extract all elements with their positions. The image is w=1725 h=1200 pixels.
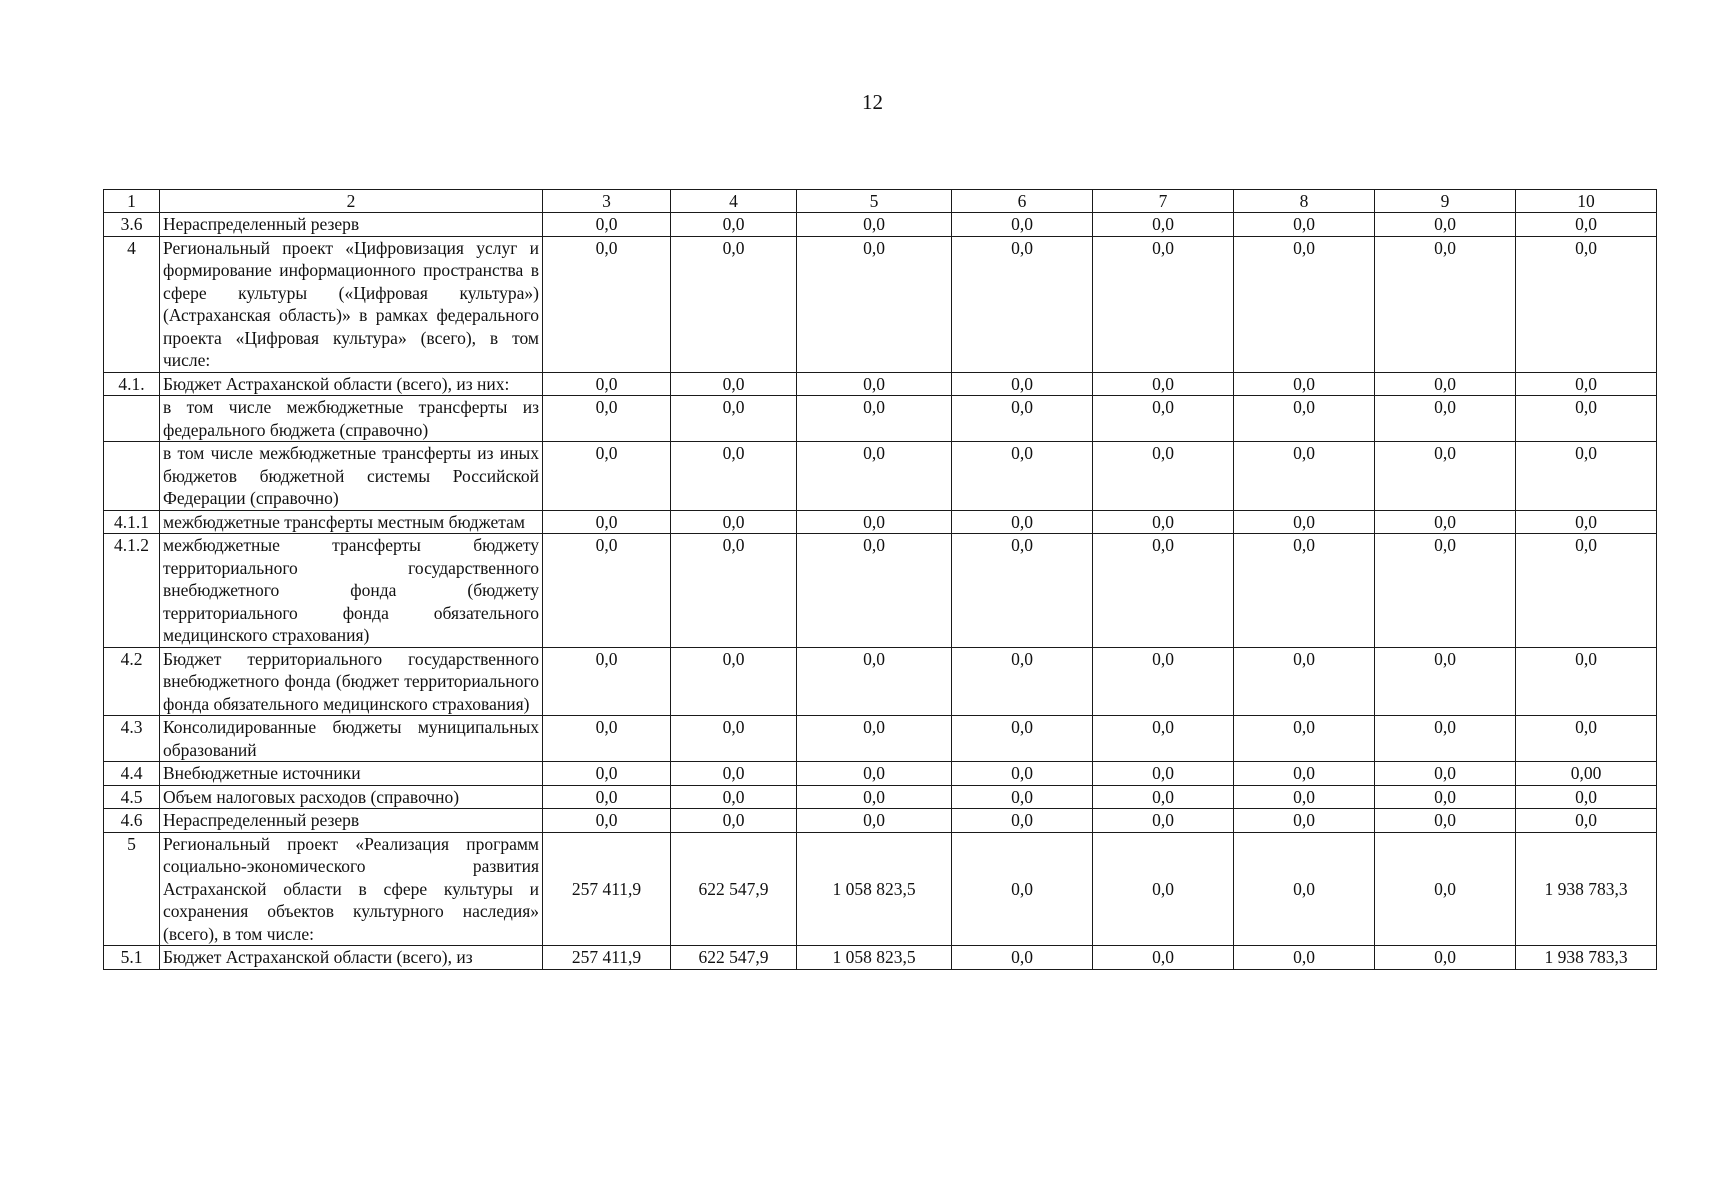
value-cell: 0,0 <box>543 510 671 534</box>
value-cell: 622 547,9 <box>671 946 797 970</box>
column-number-row <box>104 190 1657 213</box>
column-header: 4 <box>671 190 797 213</box>
value-cell: 0,0 <box>797 396 952 442</box>
value-cell: 0,0 <box>1516 236 1657 372</box>
row-description: Бюджет территориального государственного внебюджетного фонда (бюджет территориального фонда обязательного медицинского страхования) <box>160 647 543 716</box>
value-cell: 0,0 <box>543 534 671 648</box>
value-cell: 0,0 <box>1093 716 1234 762</box>
value-cell: 0,0 <box>952 785 1093 809</box>
value-cell: 0,0 <box>543 442 671 511</box>
value-cell: 0,0 <box>797 716 952 762</box>
row-number: 4.2 <box>104 647 160 716</box>
row-description: Бюджет Астраханской области (всего), из них: <box>160 372 543 396</box>
value-cell: 0,0 <box>952 442 1093 511</box>
value-cell: 0,0 <box>952 372 1093 396</box>
column-header: 1 <box>104 190 160 213</box>
value-cell: 0,0 <box>671 762 797 786</box>
value-cell: 0,0 <box>952 832 1093 946</box>
value-cell: 0,0 <box>543 647 671 716</box>
value-cell: 0,0 <box>1234 534 1375 648</box>
table-row <box>104 510 1657 534</box>
row-description: Региональный проект «Реализация программ социально-экономического развития Астраханской области в сфере культуры и сохранения объектов культурного наследия» (всего), в том числе: <box>160 832 543 946</box>
value-cell: 0,0 <box>543 762 671 786</box>
value-cell: 0,0 <box>1093 396 1234 442</box>
column-header: 7 <box>1093 190 1234 213</box>
value-cell: 0,0 <box>1234 647 1375 716</box>
value-cell: 0,0 <box>671 442 797 511</box>
value-cell: 0,0 <box>1234 716 1375 762</box>
value-cell: 0,0 <box>671 534 797 648</box>
value-cell: 1 938 783,3 <box>1516 946 1657 970</box>
value-cell: 0,0 <box>952 396 1093 442</box>
value-cell: 0,0 <box>797 372 952 396</box>
value-cell: 0,0 <box>1234 442 1375 511</box>
column-header: 3 <box>543 190 671 213</box>
value-cell: 0,0 <box>952 510 1093 534</box>
table-row <box>104 647 1657 716</box>
value-cell: 0,0 <box>1516 213 1657 237</box>
value-cell: 0,00 <box>1516 762 1657 786</box>
value-cell: 0,0 <box>952 946 1093 970</box>
value-cell: 0,0 <box>797 809 952 833</box>
row-description: Региональный проект «Цифровизация услуг и формирование информационного пространства в сфере культуры («Цифровая культура») (Астраханская область)» в рамках федерального проекта «Цифровая культура» (всего), в том числе: <box>160 236 543 372</box>
column-header: 2 <box>160 190 543 213</box>
column-header: 10 <box>1516 190 1657 213</box>
value-cell: 0,0 <box>1375 946 1516 970</box>
value-cell: 0,0 <box>797 510 952 534</box>
value-cell: 0,0 <box>1093 510 1234 534</box>
value-cell: 0,0 <box>671 510 797 534</box>
value-cell: 0,0 <box>1375 213 1516 237</box>
column-header: 5 <box>797 190 952 213</box>
row-description: Бюджет Астраханской области (всего), из <box>160 946 543 970</box>
value-cell: 0,0 <box>671 213 797 237</box>
row-description: в том числе межбюджетные трансферты из федерального бюджета (справочно) <box>160 396 543 442</box>
value-cell: 0,0 <box>671 785 797 809</box>
value-cell: 0,0 <box>1093 785 1234 809</box>
budget-table-container <box>103 189 1656 970</box>
value-cell: 0,0 <box>671 809 797 833</box>
row-description: Нераспределенный резерв <box>160 213 543 237</box>
value-cell: 0,0 <box>797 236 952 372</box>
row-number: 3.6 <box>104 213 160 237</box>
row-number: 4.1. <box>104 372 160 396</box>
table-row <box>104 442 1657 511</box>
value-cell: 0,0 <box>1234 809 1375 833</box>
row-number: 5 <box>104 832 160 946</box>
value-cell: 0,0 <box>671 716 797 762</box>
column-header: 8 <box>1234 190 1375 213</box>
value-cell: 1 938 783,3 <box>1516 832 1657 946</box>
value-cell: 0,0 <box>543 716 671 762</box>
value-cell: 0,0 <box>1375 647 1516 716</box>
value-cell: 0,0 <box>1093 946 1234 970</box>
value-cell: 0,0 <box>952 716 1093 762</box>
table-row <box>104 809 1657 833</box>
value-cell: 0,0 <box>671 647 797 716</box>
value-cell: 0,0 <box>952 534 1093 648</box>
row-number: 4.5 <box>104 785 160 809</box>
table-row <box>104 832 1657 946</box>
value-cell: 0,0 <box>1234 236 1375 372</box>
value-cell: 1 058 823,5 <box>797 946 952 970</box>
value-cell: 0,0 <box>1516 647 1657 716</box>
value-cell: 0,0 <box>1375 442 1516 511</box>
row-description: Внебюджетные источники <box>160 762 543 786</box>
value-cell: 0,0 <box>543 396 671 442</box>
value-cell: 0,0 <box>1093 236 1234 372</box>
row-number: 4.4 <box>104 762 160 786</box>
value-cell: 0,0 <box>1375 236 1516 372</box>
row-number: 5.1 <box>104 946 160 970</box>
value-cell: 0,0 <box>671 396 797 442</box>
table-row <box>104 372 1657 396</box>
value-cell: 0,0 <box>797 785 952 809</box>
value-cell: 0,0 <box>1234 946 1375 970</box>
table-row <box>104 213 1657 237</box>
value-cell: 0,0 <box>797 442 952 511</box>
value-cell: 0,0 <box>1516 372 1657 396</box>
value-cell: 0,0 <box>1093 832 1234 946</box>
value-cell: 0,0 <box>797 762 952 786</box>
row-number: 4.1.1 <box>104 510 160 534</box>
value-cell: 0,0 <box>1234 396 1375 442</box>
value-cell: 0,0 <box>543 372 671 396</box>
value-cell: 0,0 <box>543 809 671 833</box>
table-row <box>104 716 1657 762</box>
table-row <box>104 396 1657 442</box>
value-cell: 0,0 <box>1516 396 1657 442</box>
value-cell: 1 058 823,5 <box>797 832 952 946</box>
value-cell: 0,0 <box>952 647 1093 716</box>
value-cell: 0,0 <box>1375 809 1516 833</box>
value-cell: 0,0 <box>952 236 1093 372</box>
column-header: 6 <box>952 190 1093 213</box>
value-cell: 0,0 <box>1234 372 1375 396</box>
value-cell: 0,0 <box>1234 762 1375 786</box>
value-cell: 0,0 <box>952 213 1093 237</box>
value-cell: 0,0 <box>1516 510 1657 534</box>
value-cell: 0,0 <box>1375 534 1516 648</box>
value-cell: 0,0 <box>1093 809 1234 833</box>
row-description: межбюджетные трансферты бюджету территориального государственного внебюджетного фонда (бюджету территориального фонда обязательного медицинского страхования) <box>160 534 543 648</box>
row-description: Объем налоговых расходов (справочно) <box>160 785 543 809</box>
row-description: в том числе межбюджетные трансферты из иных бюджетов бюджетной системы Российской Федерации (справочно) <box>160 442 543 511</box>
row-number <box>104 396 160 442</box>
value-cell: 0,0 <box>1375 832 1516 946</box>
value-cell: 0,0 <box>1516 785 1657 809</box>
table-row <box>104 946 1657 970</box>
value-cell: 0,0 <box>1234 832 1375 946</box>
value-cell: 0,0 <box>1516 716 1657 762</box>
value-cell: 0,0 <box>1093 762 1234 786</box>
row-number: 4.3 <box>104 716 160 762</box>
row-description: Нераспределенный резерв <box>160 809 543 833</box>
column-header: 9 <box>1375 190 1516 213</box>
row-number: 4 <box>104 236 160 372</box>
value-cell: 0,0 <box>797 534 952 648</box>
value-cell: 0,0 <box>1234 510 1375 534</box>
value-cell: 0,0 <box>797 213 952 237</box>
value-cell: 0,0 <box>1375 716 1516 762</box>
value-cell: 0,0 <box>543 213 671 237</box>
value-cell: 0,0 <box>1093 647 1234 716</box>
row-number: 4.1.2 <box>104 534 160 648</box>
value-cell: 0,0 <box>797 647 952 716</box>
value-cell: 0,0 <box>1375 372 1516 396</box>
value-cell: 0,0 <box>1234 213 1375 237</box>
value-cell: 0,0 <box>1516 809 1657 833</box>
row-number <box>104 442 160 511</box>
value-cell: 0,0 <box>1516 534 1657 648</box>
value-cell: 0,0 <box>952 762 1093 786</box>
page-number: 12 <box>862 90 883 114</box>
budget-table <box>103 189 1657 970</box>
value-cell: 0,0 <box>543 236 671 372</box>
value-cell: 0,0 <box>1516 442 1657 511</box>
table-row <box>104 534 1657 648</box>
value-cell: 0,0 <box>1375 785 1516 809</box>
value-cell: 0,0 <box>1375 396 1516 442</box>
table-row <box>104 785 1657 809</box>
value-cell: 0,0 <box>1375 510 1516 534</box>
value-cell: 0,0 <box>1093 534 1234 648</box>
value-cell: 0,0 <box>543 785 671 809</box>
value-cell: 0,0 <box>1093 442 1234 511</box>
table-row <box>104 236 1657 372</box>
value-cell: 0,0 <box>1093 372 1234 396</box>
row-number: 4.6 <box>104 809 160 833</box>
value-cell: 0,0 <box>1234 785 1375 809</box>
value-cell: 257 411,9 <box>543 946 671 970</box>
table-row <box>104 762 1657 786</box>
value-cell: 0,0 <box>1375 762 1516 786</box>
row-description: межбюджетные трансферты местным бюджетам <box>160 510 543 534</box>
value-cell: 257 411,9 <box>543 832 671 946</box>
value-cell: 622 547,9 <box>671 832 797 946</box>
value-cell: 0,0 <box>1093 213 1234 237</box>
row-description: Консолидированные бюджеты муниципальных образований <box>160 716 543 762</box>
value-cell: 0,0 <box>952 809 1093 833</box>
value-cell: 0,0 <box>671 372 797 396</box>
value-cell: 0,0 <box>671 236 797 372</box>
